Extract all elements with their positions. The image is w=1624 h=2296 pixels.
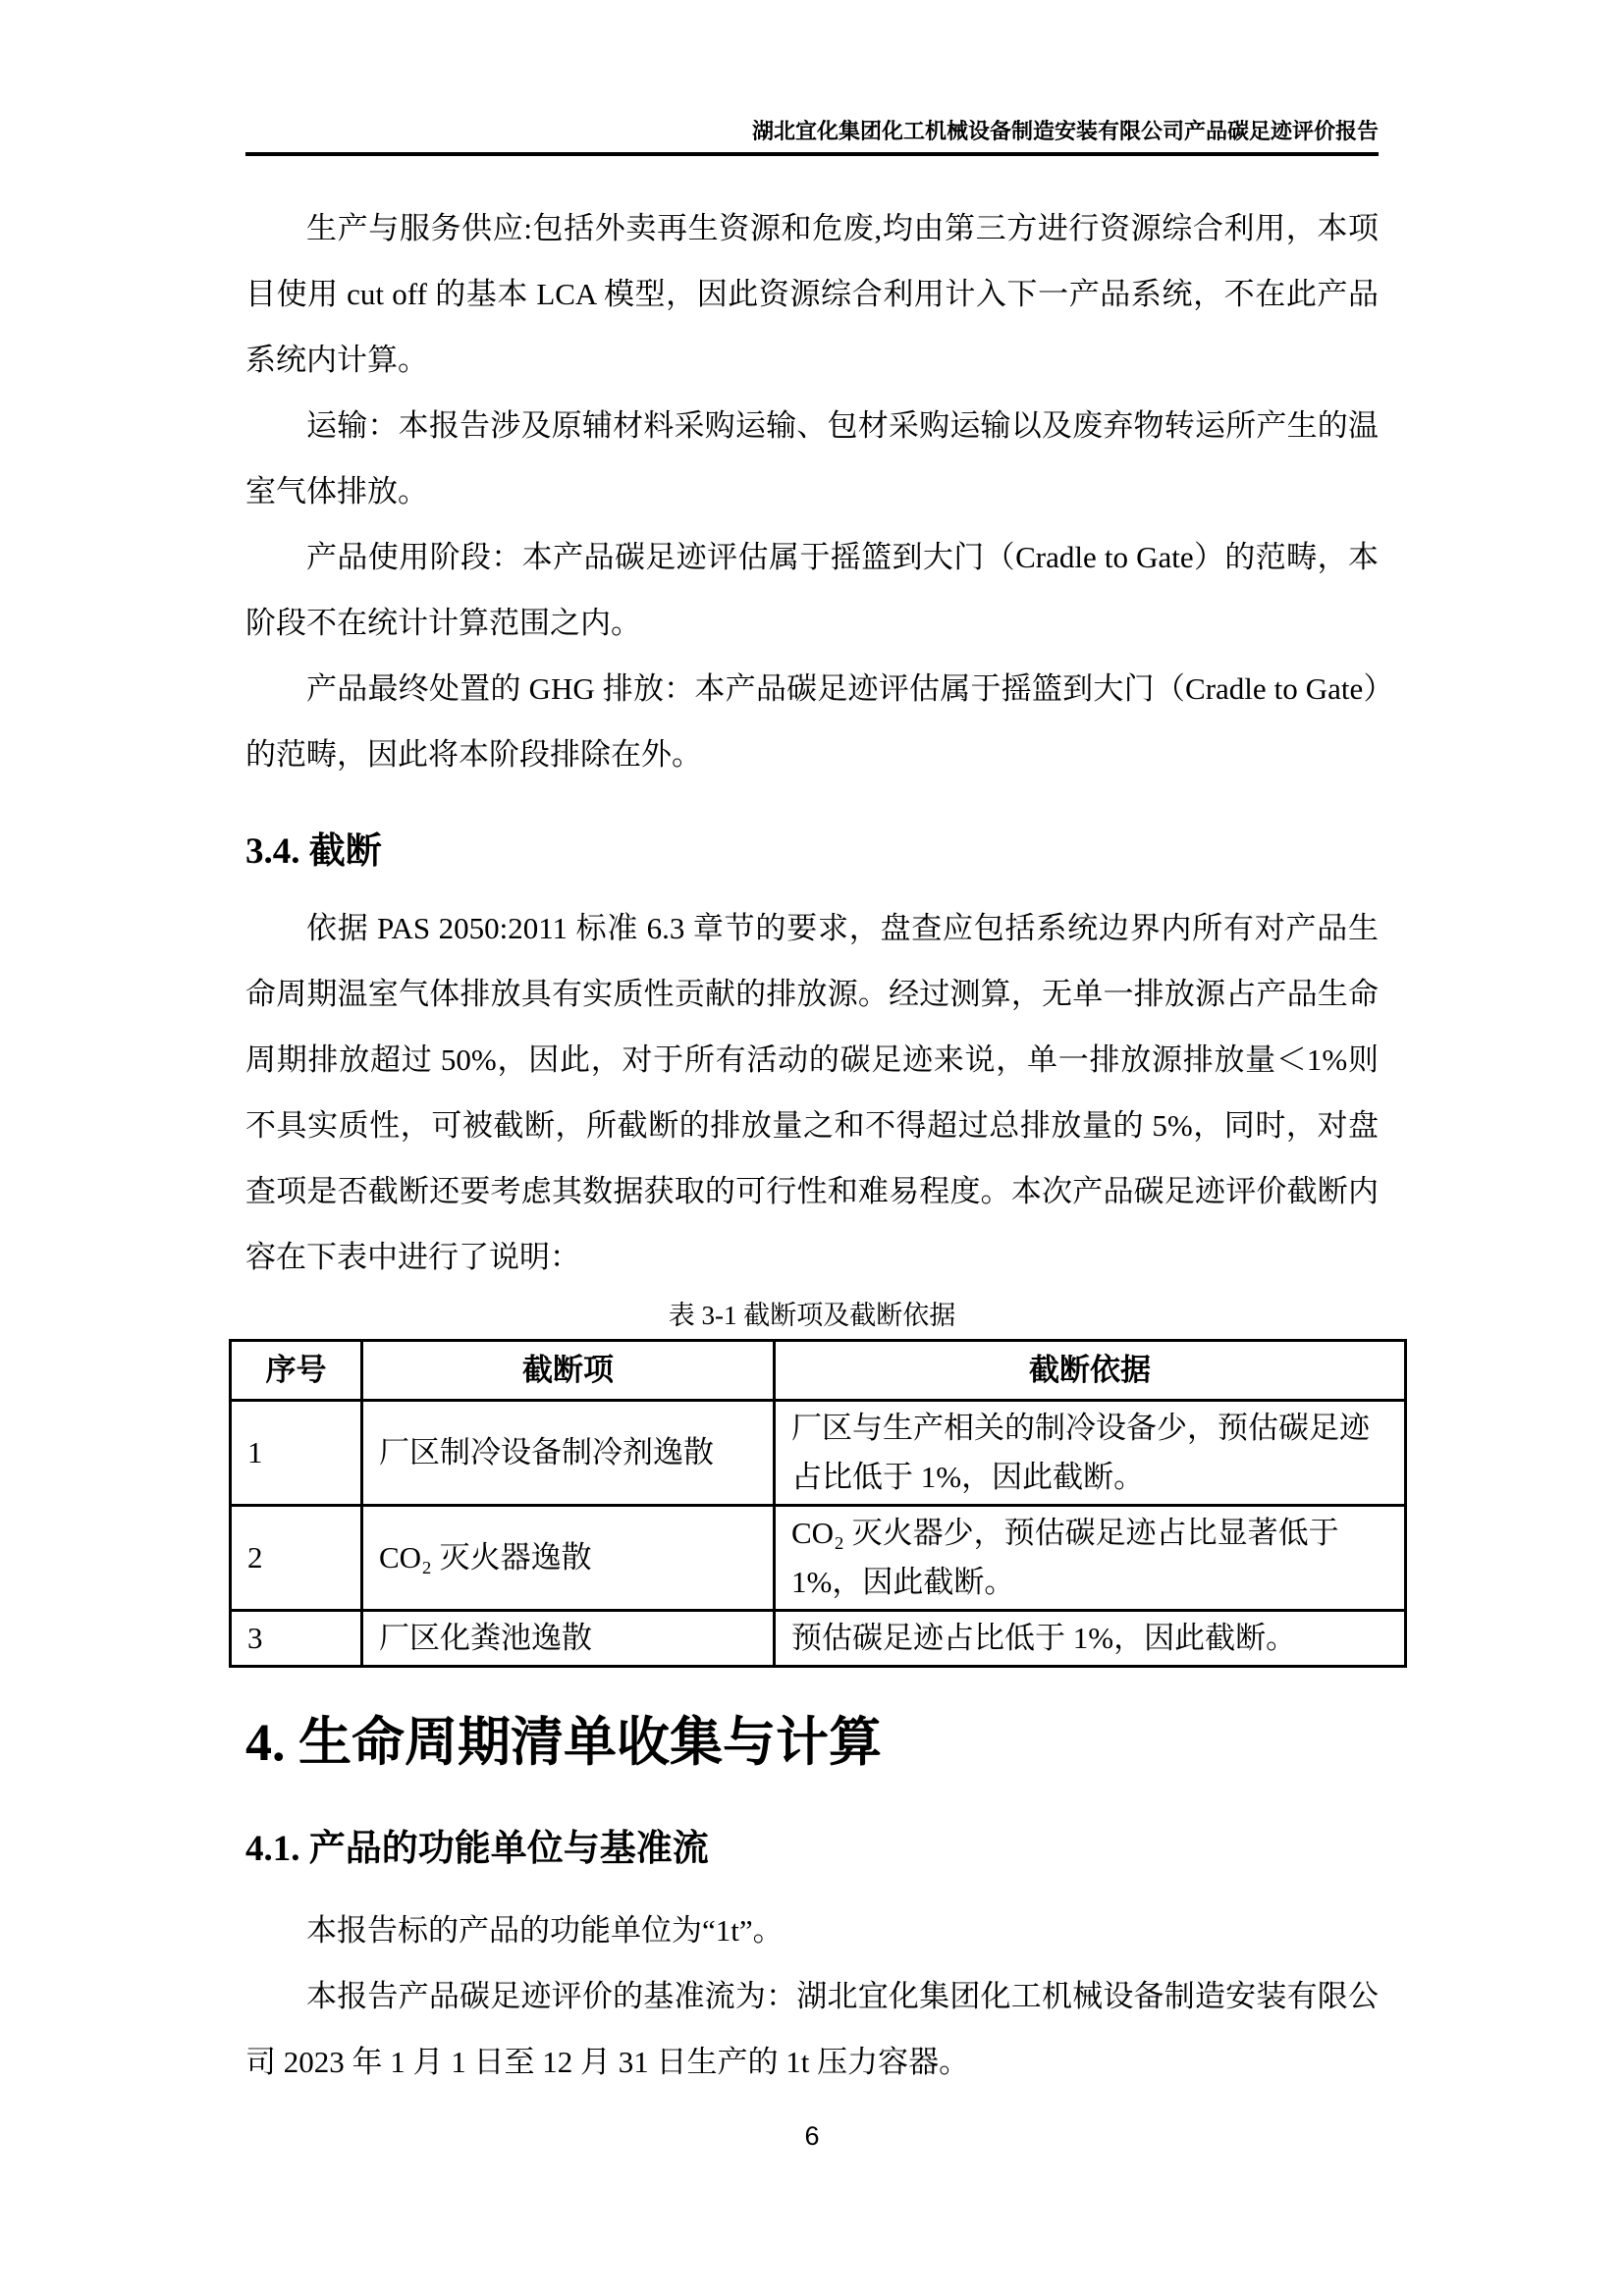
paragraph-final-disposal: 产品最终处置的 GHG 排放：本产品碳足迹评估属于摇篮到大门（Cradle to Gate）的范畴，因此将本阶段排除在外。 bbox=[245, 671, 1379, 772]
page-number: 6 bbox=[804, 2121, 820, 2151]
column-header-basis: 截断依据 bbox=[775, 1341, 1406, 1401]
paragraph-use-stage: 产品使用阶段：本产品碳足迹评估属于摇篮到大门（Cradle to Gate）的范畴，本阶段不在统计计算范围之内。 bbox=[245, 540, 1379, 640]
cell-no: 2 bbox=[231, 1506, 362, 1611]
cutoff-table bbox=[229, 1339, 1407, 1668]
table-header-row bbox=[231, 1341, 1406, 1401]
cell-basis: 预估碳足迹占比低于 1%，因此截断。 bbox=[775, 1611, 1406, 1667]
section-heading-3-4: 3.4. 截断 bbox=[245, 831, 382, 872]
paragraph-production-services: 生产与服务供应:包括外卖再生资源和危废,均由第三方进行资源综合利用，本项目使用 cut off 的基本 LCA 模型，因此资源综合利用计入下一产品系统，不在此产品系统内计算。 bbox=[245, 211, 1379, 377]
cell-basis: 厂区与生产相关的制冷设备少，预估碳足迹占比低于 1%，因此截断。 bbox=[775, 1401, 1406, 1506]
table-row bbox=[231, 1401, 1406, 1506]
cell-item: CO₂ 灭火器逸散 bbox=[362, 1506, 775, 1611]
column-header-no: 序号 bbox=[231, 1341, 362, 1401]
page-header bbox=[245, 0, 1379, 156]
paragraph-cutoff-rules: 依据 PAS 2050:2011 标准 6.3 章节的要求，盘查应包括系统边界内所有对产品生命周期温室气体排放具有实质性贡献的排放源。经过测算，无单一排放源占产品生命周期排放超过 50%，因此，对于所有活动的碳足迹来说，单一排放源排放量＜1%则不具实质性，可被截断，所截断的排放量之和不得超过总排放量的 5%，同时，对盘查项是否截断还要考虑其数据获取的可行性和难易程度。本次产品碳足迹评价截断内容在下表中进行了说明： bbox=[245, 911, 1379, 1274]
cell-no: 1 bbox=[231, 1401, 362, 1506]
cell-item: 厂区化粪池逸散 bbox=[362, 1611, 775, 1667]
table-row bbox=[231, 1506, 1406, 1611]
paragraph-reference-flow: 本报告产品碳足迹评价的基准流为：湖北宜化集团化工机械设备制造安装有限公司 2023 年 1 月 1 日至 12 月 31 日生产的 1t 压力容器。 bbox=[245, 1979, 1379, 2079]
paragraph-transport: 运输：本报告涉及原辅材料采购运输、包材采购运输以及废弃物转运所产生的温室气体排放。 bbox=[245, 408, 1379, 508]
header-title: 湖北宜化集团化工机械设备制造安装有限公司产品碳足迹评价报告 bbox=[751, 119, 1379, 143]
cell-basis: CO₂ 灭火器少，预估碳足迹占比显著低于 1%，因此截断。 bbox=[775, 1506, 1406, 1611]
column-header-item: 截断项 bbox=[362, 1341, 775, 1401]
section-heading-4-1: 4.1. 产品的功能单位与基准流 bbox=[245, 1829, 709, 1869]
table-row bbox=[231, 1611, 1406, 1667]
cell-no: 3 bbox=[231, 1611, 362, 1667]
section-heading-4: 4. 生命周期清单收集与计算 bbox=[245, 1713, 882, 1772]
cell-item: 厂区制冷设备制冷剂逸散 bbox=[362, 1401, 775, 1506]
content-column bbox=[245, 0, 1379, 2152]
page-footer bbox=[245, 2120, 1379, 2152]
paragraph-functional-unit: 本报告标的产品的功能单位为“1t”。 bbox=[306, 1913, 784, 1948]
table-caption: 表 3-1 截断项及截断依据 bbox=[668, 1301, 956, 1330]
